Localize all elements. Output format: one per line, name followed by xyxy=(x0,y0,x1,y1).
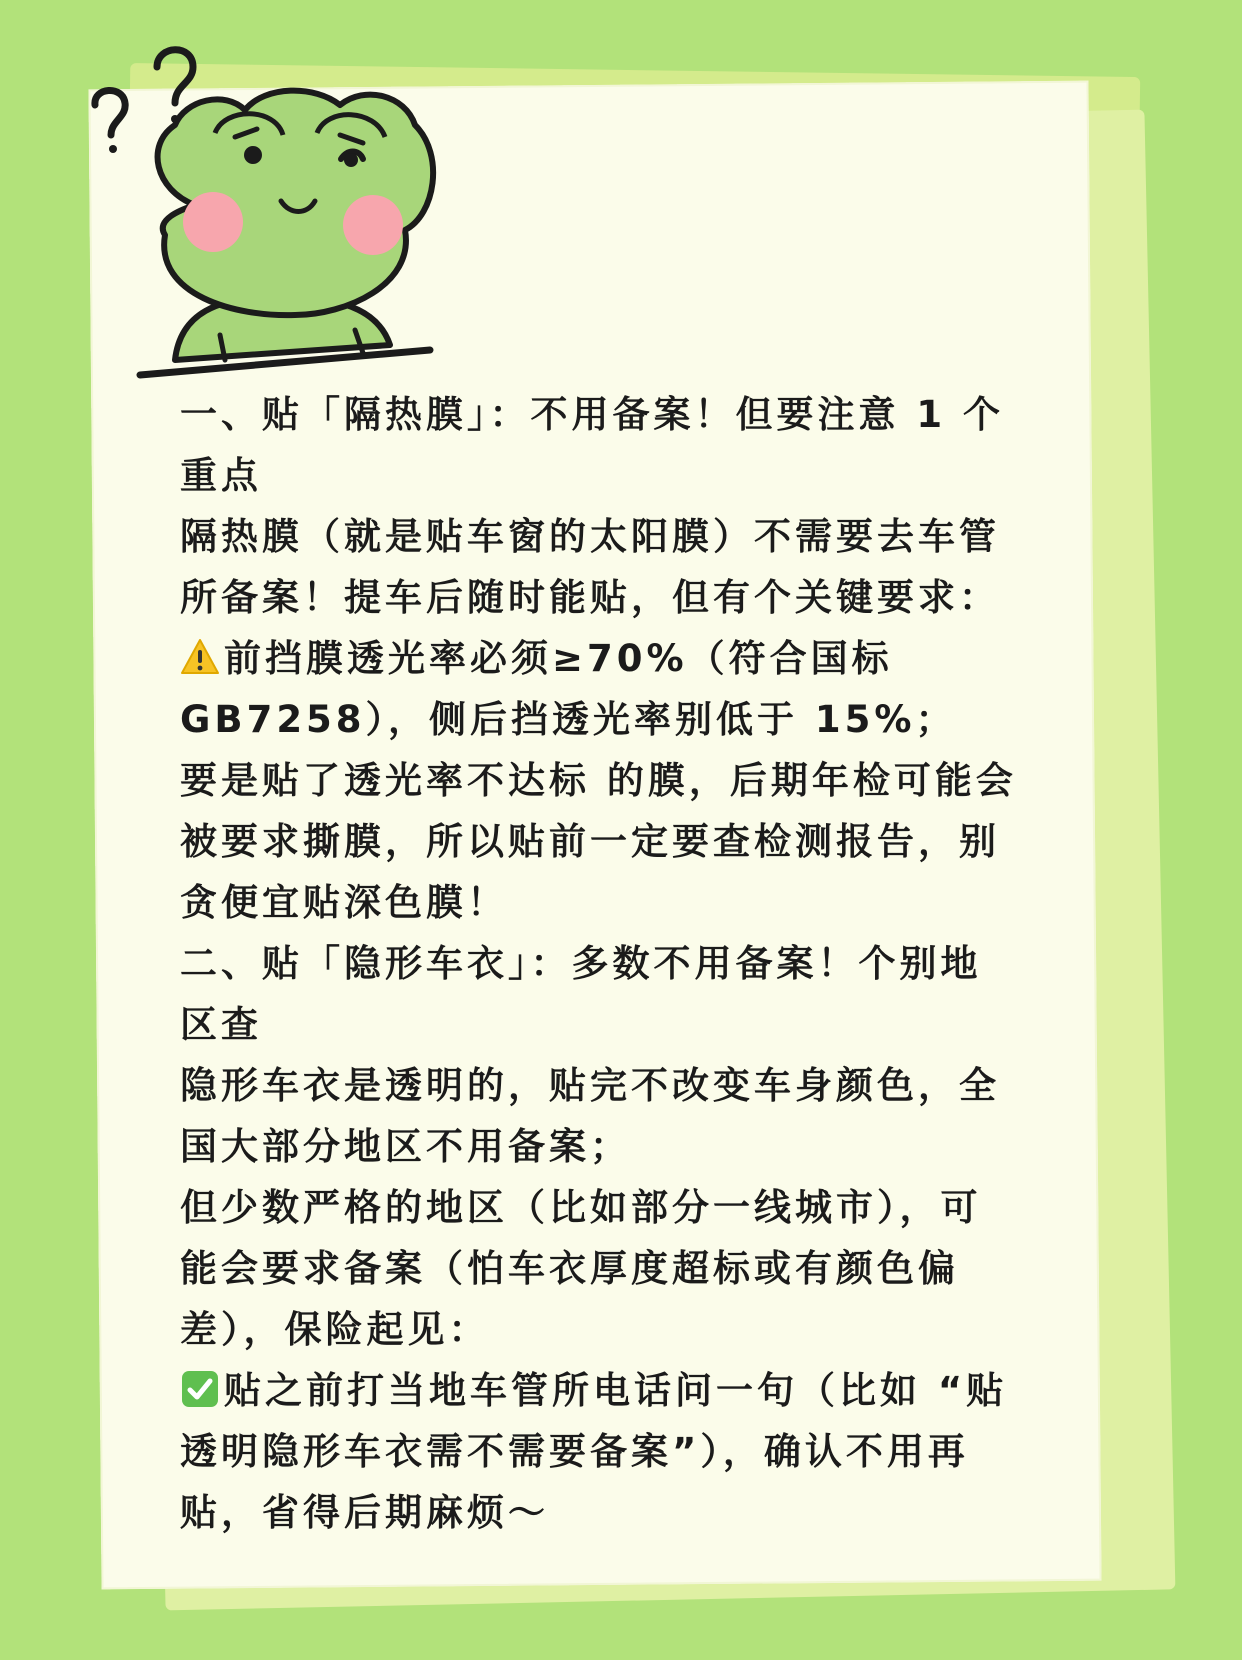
text-line: 能会要求备案（怕车衣厚度超标或有颜色偏 xyxy=(180,1247,959,1290)
text-line-check xyxy=(180,1360,1080,1421)
text-line: 但少数严格的地区（比如部分一线城市），可 xyxy=(180,1186,982,1229)
check-text: 贴之前打当地车管所电话问一句（比如 “贴 xyxy=(224,1369,1008,1412)
warning-text: 前挡膜透光率必须≥70%（符合国标 xyxy=(224,637,893,680)
text-line: 所备案！提车后随时能贴，但有个关键要求： xyxy=(180,576,1000,619)
heading-line: 一、贴「隔热膜」：不用备案！但要注意 1 个 xyxy=(180,393,1005,436)
text-line: 贪便宜贴深色膜！ xyxy=(180,881,508,924)
heading-line: 区查 xyxy=(180,1003,262,1046)
warning-icon xyxy=(180,637,220,677)
check-mark-icon xyxy=(180,1369,220,1409)
text-line: 要是贴了透光率不达标 的膜，后期年检可能会 xyxy=(180,759,1017,802)
text-line: 国大部分地区不用备案； xyxy=(180,1125,631,1168)
heading-line: 二、贴「隐形车衣」：多数不用备案！个别地 xyxy=(180,942,982,985)
text-line: GB7258），侧后挡透光率别低于 15%； xyxy=(180,698,957,741)
text-line: 被要求撕膜，所以贴前一定要查检测报告，别 xyxy=(180,820,1000,863)
article-body xyxy=(180,384,1080,1543)
text-line: 隔热膜（就是贴车窗的太阳膜）不需要去车管 xyxy=(180,515,1000,558)
text-line: 透明隐形车衣需不需要备案”），确认不用再 xyxy=(180,1430,969,1473)
frog-icon xyxy=(85,15,465,385)
text-line-warning xyxy=(180,628,1080,689)
text-line: 隐形车衣是透明的，贴完不改变车身颜色，全 xyxy=(180,1064,1000,1107)
text-line: 差），保险起见： xyxy=(180,1308,490,1351)
text-line: 贴，省得后期麻烦～ xyxy=(180,1491,549,1534)
heading-line: 重点 xyxy=(180,454,262,497)
